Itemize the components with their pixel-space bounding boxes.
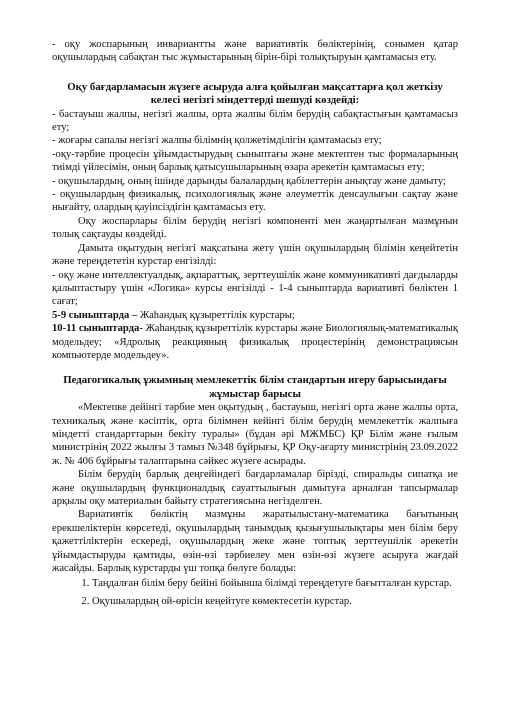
grades-5-9-label: 5-9 сыныптарда – <box>52 309 138 321</box>
task-item: - оқушылардың физикалық, психологиялық және әлеуметтік денсаулығын сақтау және нығайту, олардың қауіпсіздігін қамтамасыз ету. <box>52 189 458 214</box>
standards-paragraph: «Мектепке дейінгі тәрбие мен оқытудың , бастауыш, негізгі орта және жалпы орта, техникалық және кәсіптік, орта білімнен кейінгі білім берудің мемлекеттік жалпыға міндетті стандарттарын бекіту туралы» (бұдан әрі МЖМБС) ҚР Білім және ғылым министрінің 2022 жылғы 3 тамыз №348 бұйрығы, ҚР Оқу-ағарту министрінің 23.09.2022 ж. № 406 бұйрығы талаптарына сәйкес жүзеге асырады. <box>52 402 458 467</box>
section-2-heading: Педагогикалық ұжымның мемлекеттік білім стандартын игеру барысындағы жұмыстар барысы <box>63 374 447 400</box>
course-groups-list <box>52 577 458 608</box>
grades-5-9-text: Жаһандық құзыреттілік курстары; <box>137 309 295 321</box>
grades-5-9-line <box>52 309 458 322</box>
intro-list-item: - оқу жоспарының инвариантты және вариативтік бөліктерінің, сонымен қатар оқушылардың сабақтан тыс жұмыстарының бірін-бірі толықтыруын қамтамасыз ету. <box>52 39 458 64</box>
list-item: 2. Оқушылардың ой-өрісін кеңейтуге көмектесетін курстар. <box>92 595 458 608</box>
curriculum-paragraph: Оқу жоспарлары білім берудің негізгі компоненті мен жаңартылған мазмұнын толық сақтауды көздейді. <box>52 215 458 241</box>
list-item: 1. Таңдалған білім беру бейіні бойынша білімді тереңдетуге бағытталған курстар. <box>92 577 458 590</box>
grades-10-11-label: 10-11 сыныптарда- <box>52 323 143 335</box>
variative-paragraph: Вариативтік бөліктің мазмұны жаратылыстану-математика бағытының ерекшеліктерін көрсетеді, оқушылардың танымдық қызығушылықтары мен білім беру қажеттіліктерін ескереді, оқушылардың жеке және топтық зерттеушілік әрекетін ұйымдастыруды қамтиды, өзін-өзі тәрбиелеу мен өзін-өзі жүзеге асыруға жағдай жасайды. Барлық курстарды үш топқа бөлуге болады: <box>52 509 458 575</box>
task-item: - бастауыш жалпы, негізгі жалпы, орта жалпы білім берудің сабақтастығын қамтамасыз ету; <box>52 108 458 134</box>
grades-10-11-line <box>52 322 458 362</box>
task-item: - оқушылардың, оның ішінде дарынды балалардың қабілеттерін анықтау және дамыту; <box>52 175 446 187</box>
programs-paragraph: Білім берудің барлық деңгейіндегі бағдарламалар бірізді, спиральды сипатқа ие және оқушылардың функционалдық сауаттылығын дамытуға арналған тапсырмалар арқылы оқу материалын байыту стратегиясына негізделген. <box>52 469 458 507</box>
section-1-heading: Оқу бағдарламасын жүзеге асыруда алға қойылған мақсаттарға қол жеткізу келесі негізгі міндеттерді шешуді көздейді: <box>67 80 443 107</box>
task-item: - жоғары сапалы негізгі жалпы білімнің қолжетімділігін қамтамасыз ету; <box>52 135 382 147</box>
courses-paragraph: Дамыта оқытудың негізгі мақсатына жету үшін оқушылардың білімін кеңейтетін және тереңдететін курстар енгізілді: <box>52 242 458 268</box>
logic-course-item: - оқу және интеллектуалдық, ақпараттық, зерттеушілік және коммуникативті дағдыларды қалыптастыру үшін «Логика» курсы енгізілді - 1-4 сыныптарда вариативті бөліктен 1 сағат; <box>52 269 458 308</box>
task-item: -оқу-тәрбие процесін ұйымдастырудың сыныптағы және мектептен тыс формаларының тиімді үйлесімін, оның барлық қатысушыларының өзара әрекетін қамтамасыз ету; <box>52 148 458 174</box>
grades-10-11-text: Жаһандық құзыреттілік курстары және Биологиялық-математикалық модельдеу; «Ядролық реакцияның физикалық процестерінің демонстрациясын компьютерде модельдеу». <box>52 323 458 361</box>
